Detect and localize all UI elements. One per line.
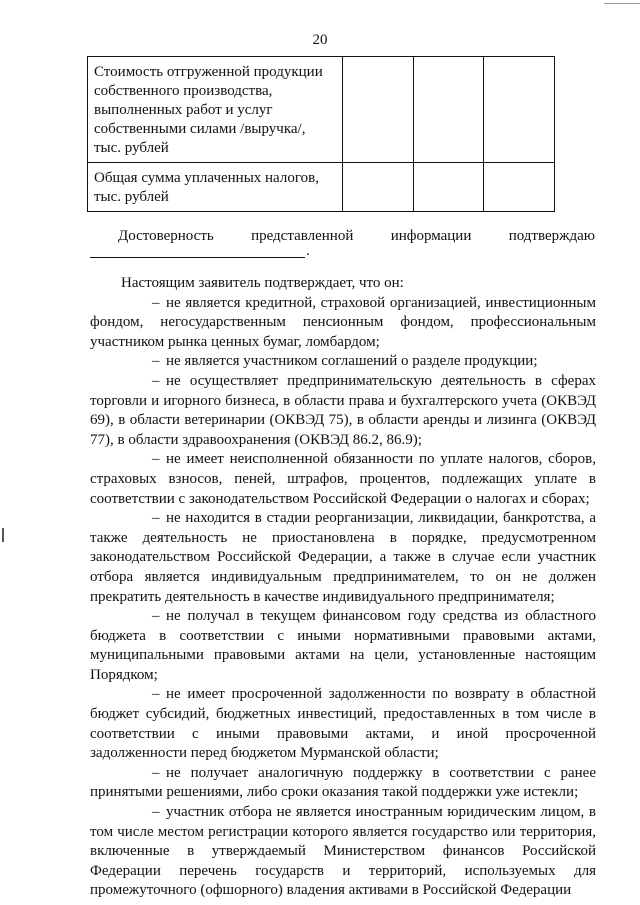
list-item: – не получает аналогичную поддержку в соответствии с ранее принятыми решениями, либо сроки оказания такой поддержки уже истекли; bbox=[90, 764, 596, 801]
declaration-intro: Настоящим заявитель подтверждает, что он: bbox=[121, 275, 404, 291]
table-cell bbox=[343, 163, 414, 212]
dash-marker: – bbox=[152, 764, 160, 781]
scan-corner-mark bbox=[604, 0, 640, 4]
confirmation-word: подтверждаю bbox=[508, 228, 595, 244]
dash-marker: – bbox=[152, 353, 160, 370]
table-cell bbox=[413, 163, 484, 212]
table-cell bbox=[343, 57, 414, 163]
list-item: – не находится в стадии реорганизации, ликвидации, банкротства, а также деятельность не приостановлена в порядке, предусмотренном законодательством Российской Федерации, а также в случае если участник отбора является индивидуальным предпринимателем, то он не должен прекратить деятельность в качестве индивидуального предпринимателя; bbox=[90, 510, 596, 605]
confirmation-word: информации bbox=[390, 228, 472, 244]
table-row bbox=[88, 57, 555, 163]
declaration-text bbox=[90, 274, 596, 901]
list-item: – не получал в текущем финансовом году средства из областного бюджета в соответствии с иными нормативными правовыми актами, муниципальными правовыми актами на цели, установленные настоящим Порядком; bbox=[90, 608, 596, 683]
table-cell bbox=[484, 163, 555, 212]
table-row bbox=[88, 163, 555, 212]
list-item: – не является участником соглашений о разделе продукции; bbox=[90, 352, 596, 372]
signature-line bbox=[90, 257, 305, 258]
list-item: – не имеет просроченной задолженности по возврату в областной бюджет субсидий, бюджетных инвестиций, предоставленных в том числе в соответствии с иными правовыми актами, и иной просроченной задолженности перед бюджетом Мурманской области; bbox=[90, 686, 596, 762]
page-number: 20 bbox=[312, 32, 328, 48]
list-item: – не осуществляет предпринимательскую деятельность в сферах торговли и игорного бизнеса, в области права и бухгалтерского учета (ОКВЭД 69), в области ветеринарии (ОКВЭД 75), в области аренды и лизинга (ОКВЭД 77), в области здравоохранения (ОКВЭД 86.2, 86.9); bbox=[90, 372, 596, 448]
scan-edge-mark bbox=[2, 528, 4, 542]
dash-marker: – bbox=[152, 294, 160, 311]
list-item: – не имеет неисполненной обязанности по уплате налогов, сборов, страховых взносов, пеней, штрафов, процентов, подлежащих уплате в соответствии с законодательством Российской Федерации о налогах и сборах; bbox=[90, 451, 596, 507]
dash-marker: – bbox=[152, 372, 160, 389]
confirmation-word: Достоверность bbox=[118, 228, 214, 244]
signature-end-mark: . bbox=[306, 243, 310, 259]
dash-marker: – bbox=[152, 510, 160, 527]
confirmation-line bbox=[118, 228, 595, 245]
confirmation-word: представленной bbox=[251, 228, 354, 244]
list-item: – участник отбора не является иностранным юридическим лицом, в том числе местом регистрации которого является государство или территория, включенные в утверждаемый Министерством финансов Российской Федерации перечень государств и территорий, используемых для промежуточного (офшорного) владения активами в Российской Федерации bbox=[90, 804, 596, 899]
indicators-table bbox=[87, 56, 555, 212]
dash-marker: – bbox=[152, 686, 160, 703]
table-row-label: Стоимость отгруженной продукции собственного производства, выполненных работ и услуг собственными силами /выручка/, тыс. рублей bbox=[88, 57, 343, 163]
list-item: – не является кредитной, страховой организацией, инвестиционным фондом, негосударственным пенсионным фондом, профессиональным участником рынка ценных бумаг, ломбардом; bbox=[90, 294, 596, 350]
dash-marker: – bbox=[152, 804, 160, 821]
table-cell bbox=[413, 57, 484, 163]
dash-marker: – bbox=[152, 608, 160, 625]
table-cell bbox=[484, 57, 555, 163]
table-row-label: Общая сумма уплаченных налогов, тыс. рублей bbox=[88, 163, 343, 212]
dash-marker: – bbox=[152, 451, 160, 468]
